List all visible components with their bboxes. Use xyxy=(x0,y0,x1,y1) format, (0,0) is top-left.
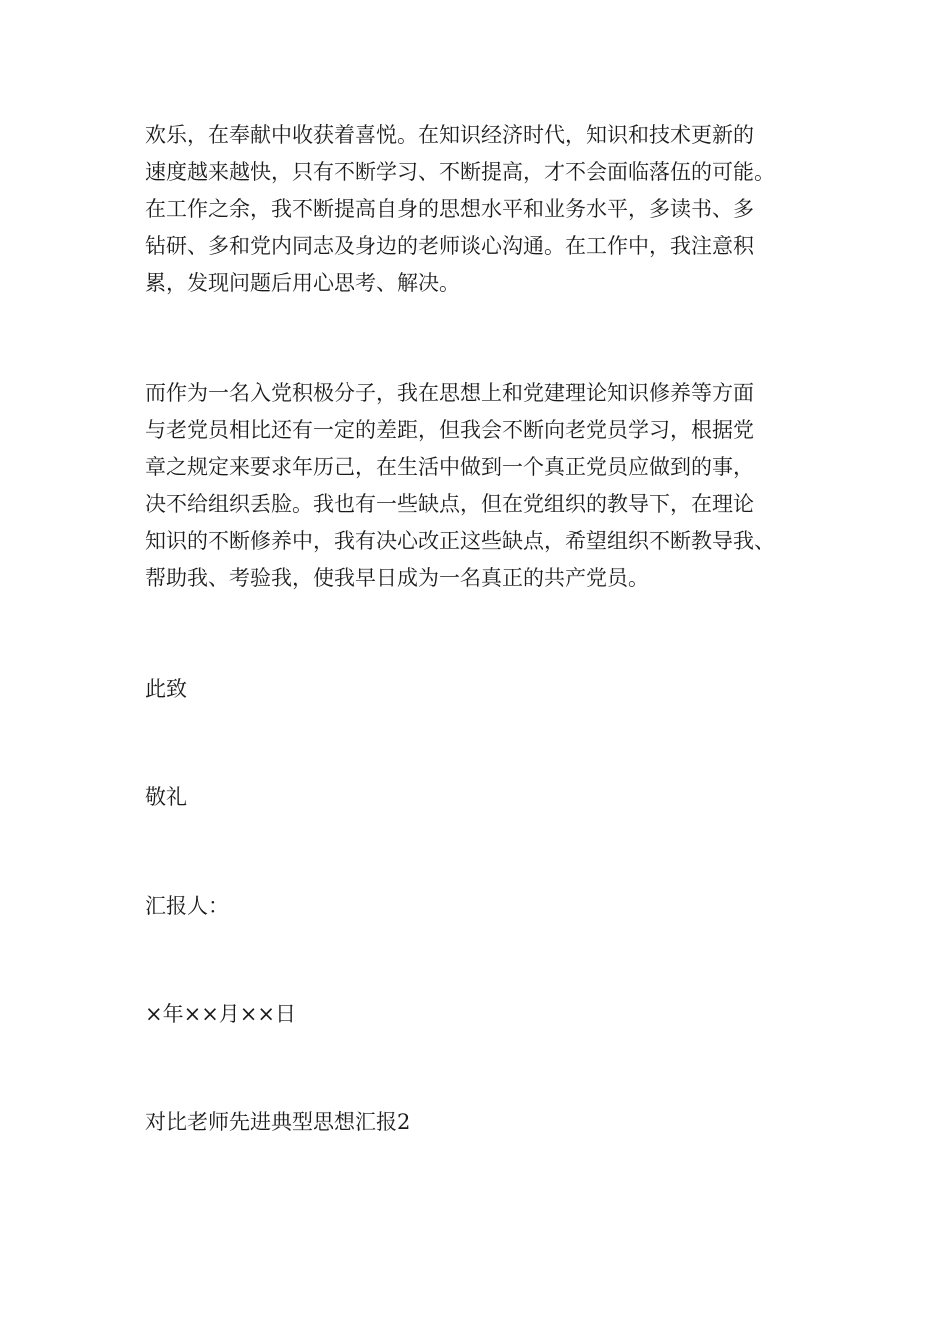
reporter-label: 汇报人： xyxy=(145,894,229,918)
paragraph-2-line-4: 决不给组织丢脸。我也有一些缺点，但在党组织的教导下，在理论 xyxy=(145,492,754,516)
paragraph-1-line-3: 在工作之余，我不断提高自身的思想水平和业务水平，多读书、多 xyxy=(145,197,754,221)
paragraph-2-line-5: 知识的不断修养中，我有决心改正这些缺点，希望组织不断教导我、 xyxy=(145,529,775,553)
closing-text: 此致 xyxy=(145,677,187,701)
paragraph-1-line-4: 钻研、多和党内同志及身边的老师谈心沟通。在工作中，我注意积 xyxy=(145,234,754,258)
paragraph-2-line-1: 而作为一名入党积极分子，我在思想上和党建理论知识修养等方面 xyxy=(145,381,754,405)
paragraph-2-line-3: 章之规定来要求年历己，在生活中做到一个真正党员应做到的事， xyxy=(145,455,754,479)
paragraph-2-line-2: 与老党员相比还有一定的差距，但我会不断向老党员学习，根据党 xyxy=(145,418,754,442)
paragraph-1-line-5: 累，发现问题后用心思考、解决。 xyxy=(145,271,460,295)
paragraph-1-line-1: 欢乐，在奉献中收获着喜悦。在知识经济时代，知识和技术更新的 xyxy=(145,123,754,147)
next-report-title: 对比老师先进典型思想汇报2 xyxy=(145,1110,411,1134)
salutation-text: 敬礼 xyxy=(145,785,187,809)
paragraph-2-line-6: 帮助我、考验我，使我早日成为一名真正的共产党员。 xyxy=(145,566,649,590)
paragraph-1-line-2: 速度越来越快，只有不断学习、不断提高，才不会面临落伍的可能。 xyxy=(145,160,775,184)
report-date: ×年××月××日 xyxy=(145,1002,296,1026)
